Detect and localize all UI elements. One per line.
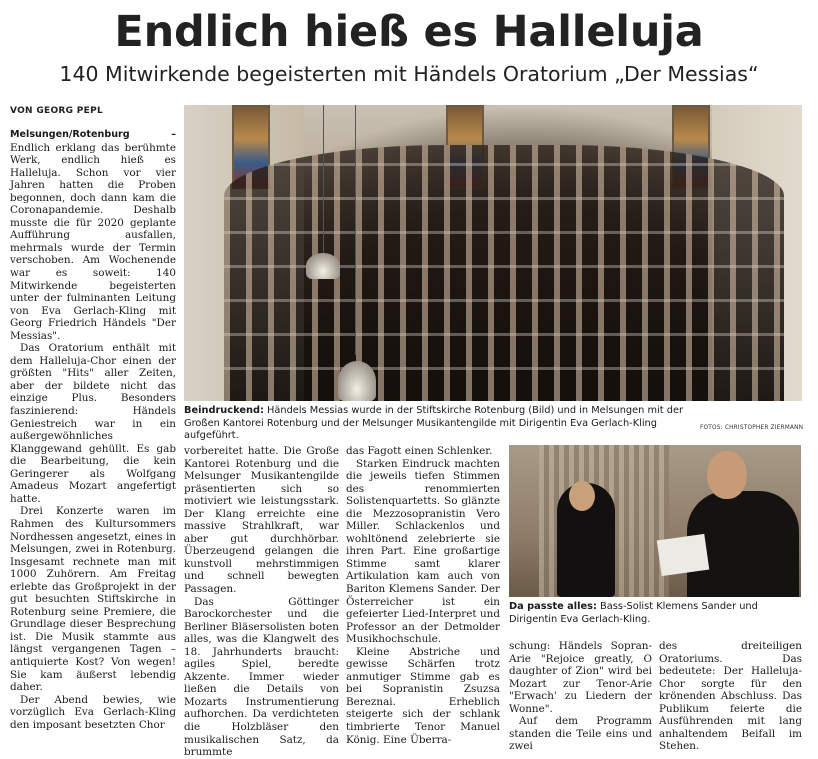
article-paragraph: Das Göttinger Barockorchester und die Berliner Bläsersolisten boten alles, was die Klangwelt des 18. Jahrhunderts braucht: agiles Spiel, beredte Akzente. Immer wieder ließen die Details von Mozarts Instrumentierung aufhorchen. Da verdichteten die Holzbläser den musikalischen Satz, da brummte: [184, 595, 339, 759]
paragraph-text: Endlich erklang das berühmte Werk, endlich hieß es Halleluja. Schon vor vier Jahren hatten die Proben begonnen, doch dann kam die Coronapandemie. Deshalb musste die für 2020 geplante Aufführung ausfallen, mehrmals wurde der Termin verschoben. Am Wochenende war es soweit: 140 Mitwirkende begeisterten unter der fulminanten Leitung von Eva Gerlach-Kling mit Georg Friedrich Händels "Der Messias".: [10, 141, 176, 342]
article-column-2: [184, 445, 339, 759]
article-column-1: [10, 128, 176, 731]
article-paragraph: Starken Eindruck machten die jeweils tiefen Stimmen des renommierten Solistenquartetts. So glänzte die Mezzosopranistin Vero Miller. Schlackenlos und wohltönend zelebrierte sie ihren Part. Eine großartige Stimme samt klarer Artikulation kam auch von Bariton Klemens Sander. Der Österreicher ist ein gefeierter Lied-Interpret und Professor an der Detmolder Musikhochschule.: [346, 457, 500, 646]
soloist-head: [707, 451, 747, 499]
article-column-3: [346, 445, 500, 746]
hanging-lamp: [338, 361, 376, 401]
headline: Endlich hieß es Halleluja: [114, 7, 704, 57]
caption-lead: Da passte alles:: [509, 601, 597, 612]
hanging-lamp: [306, 253, 340, 279]
lamp-cord: [323, 105, 324, 255]
small-photo-caption: [509, 601, 801, 626]
byline: VON GEORG PEPL: [10, 106, 104, 116]
article-paragraph: das Fagott einen Schlenker.: [346, 445, 493, 457]
choir-photo: [184, 105, 802, 401]
caption-text: Bass-Solist Klemens Sander und Dirigentin Eva Gerlach-Kling.: [509, 601, 758, 625]
article-paragraph: Das Oratorium enthält mit dem Halleluja-Chor einen der größten "Hits" aller Zeiten, aber der bildete nicht das einzige Plus. Besonders faszinierend: Händels Geniestreich war in ein außergewöhnliches Klanggewand gehüllt. Es gab die Bearbeitung, die kein Geringerer als Wolfgang Amadeus Mozart angefertigt hatte.: [10, 342, 176, 505]
article-paragraph: Der Abend bewies, wie vorzüglich Eva Gerlach-Kling den imposant besetzten Chor: [10, 693, 176, 731]
article-column-5: [659, 640, 802, 753]
photo-credit: FOTOS: CHRISTOPHER ZIERMANN: [700, 425, 804, 431]
article-paragraph: [10, 128, 176, 342]
conductor-head: [569, 481, 595, 511]
article-paragraph: Auf dem Programm standen die Teile eins und zwei: [509, 715, 652, 753]
article-paragraph: schung: Händels Sopran-Arie "Rejoice greatly, O daughter of Zion" wird bei Mozart zur Tenor-Arie "Erwach' zu Liedern der Wonne".: [509, 640, 652, 715]
caption-lead: Beindruckend:: [184, 405, 264, 416]
article-column-4: [509, 640, 652, 753]
dateline: Melsungen/Rotenburg –: [10, 129, 176, 140]
lamp-cord: [355, 105, 356, 355]
main-photo-caption: [184, 405, 704, 443]
article-paragraph: vorbereitet hatte. Die Große Kantorei Rotenburg und die Melsunger Musikantengilde präsentierten sich so motiviert wie leistungsstark. Der Klang erreichte eine massive Strahlkraft, war aber gut durchhörbar. Überzeugend gelangen die kunstvoll mehrstimmigen und schnell bewegten Passagen.: [184, 445, 339, 596]
caption-text: Händels Messias wurde in der Stiftskirche Rotenburg (Bild) und in Melsungen mit der Großen Kantorei Rotenburg und der Melsunger Musikantengilde mit Dirigentin Eva Gerlach-Kling aufgeführt.: [184, 405, 683, 441]
article-paragraph: Drei Konzerte waren im Rahmen des Kultursommers Nordhessen angesetzt, eines in Melsungen, zwei in Rotenburg. Insgesamt rechnete man mit 1000 Zuhörern. Am Freitag erlebte das Großprojekt in der gut besuchten Stiftskirche in Rotenburg seine Premiere, die Grundlage dieser Besprechung ist. Die Musik stammte aus längst vergangenen Tagen – antiquierte Kost? Von wegen! Sie kam äußerst lebendig daher.: [10, 505, 176, 694]
music-score: [657, 534, 710, 576]
article-paragraph: des dreiteiligen Oratoriums. Das bedeutete: Der Halleluja-Chor sorgte für den krönenden Abschluss. Das Publikum feierte die Ausführenden mit lang anhaltendem Beifall im Stehen.: [659, 640, 802, 753]
soloist-photo: [509, 445, 801, 597]
subheadline: 140 Mitwirkende begeisterten mit Händels Oratorium „Der Messias“: [59, 62, 759, 86]
article-paragraph: Kleine Abstriche und gewisse Schärfen trotz anmutiger Stimme gab es bei Sopranistin Zsuzsa Bereznai. Erheblich steigerte sich der schlank timbrierte Tenor Manuel König. Eine Überra-: [346, 645, 500, 746]
